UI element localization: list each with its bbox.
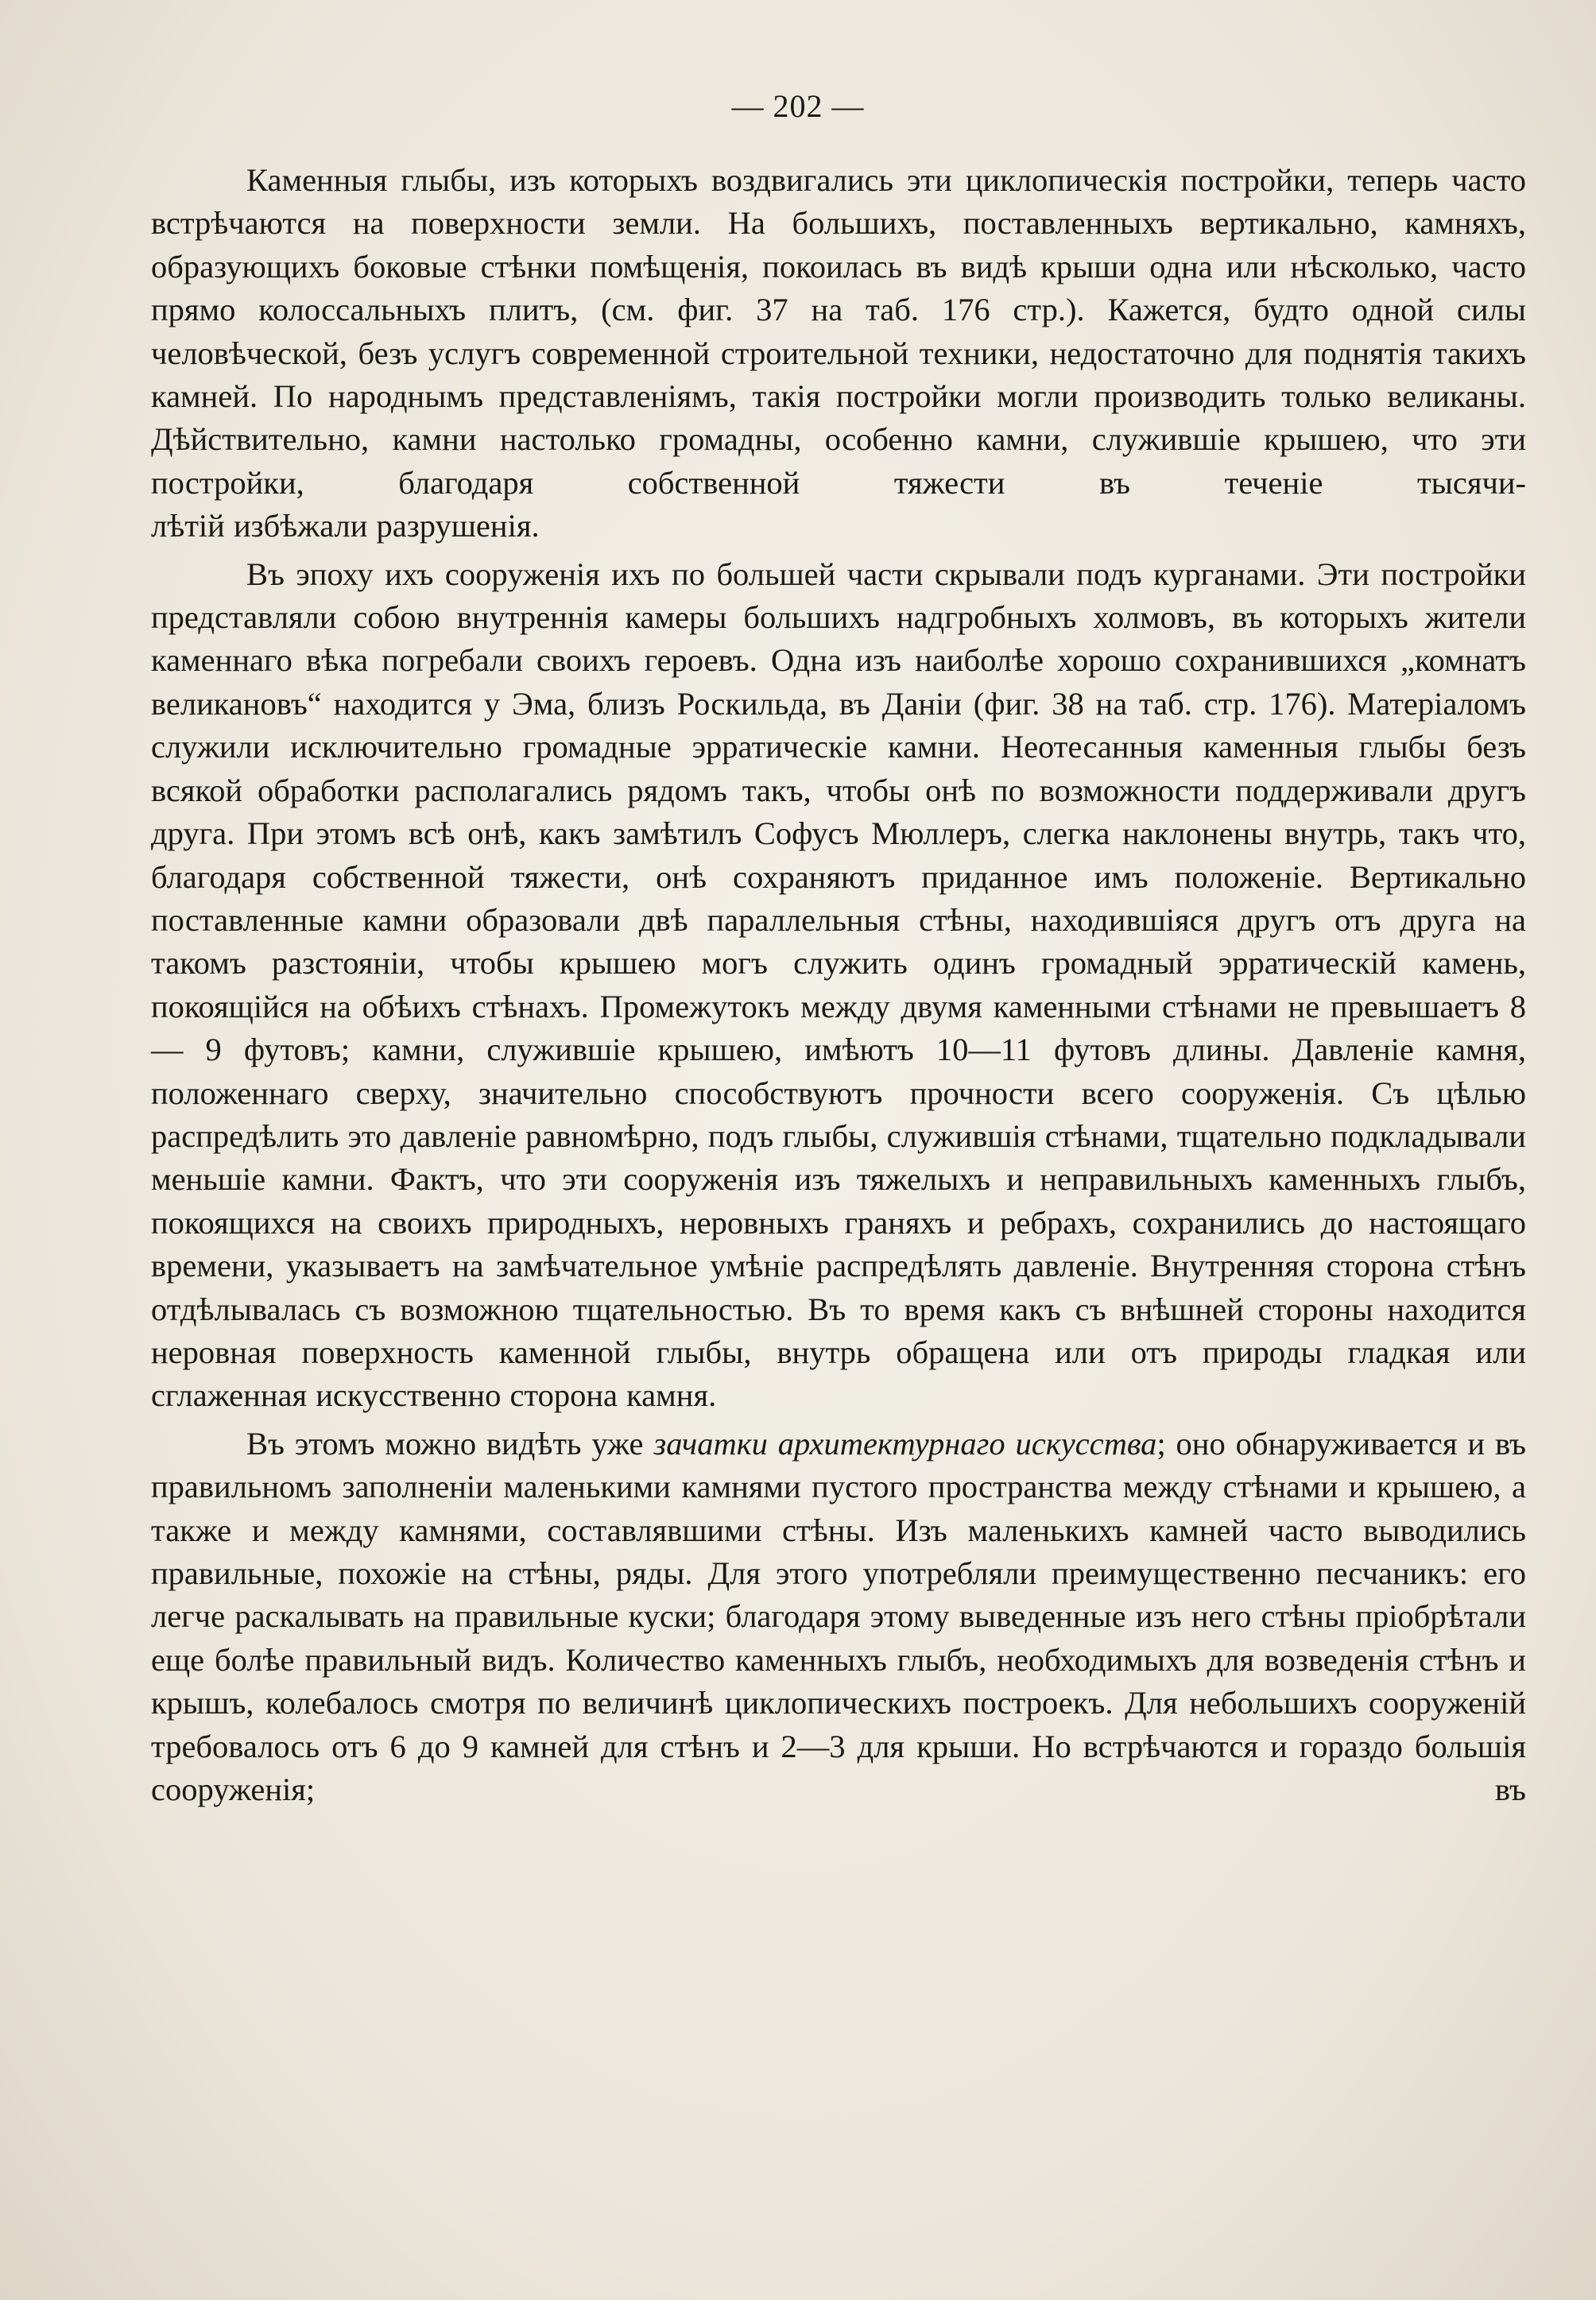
- paragraph-2-last-line: сглаженная искусственно сторона камня.: [151, 1377, 717, 1414]
- paragraph-1-text: Каменныя глыбы, изъ которыхъ воздвигались эти циклопическія постройки, теперь часто встрѣчаются на поверхности земли. На большихъ, поставленныхъ вертикально, камняхъ, образующихъ боковые стѣнки помѣщенія, покоилась въ видѣ крыши одна или нѣсколько, часто прямо колоссальныхъ плитъ, (см. фиг. 37 на таб. 176 стр.). Кажется, будто одной силы человѣческой, безъ услугъ современной строительной техники, недостаточно для поднятія такихъ камней. По народнымъ представленіямъ, такія постройки могли производить только великаны. Дѣйствительно, камни настолько громадны, особенно камни, служившіе крышею, что эти постройки, благодаря собственной тяжести въ теченіе тысячи-: [151, 162, 1526, 501]
- paragraph-3-emphasis: зачатки архитектурнаго искусства: [653, 1425, 1157, 1462]
- paragraph-3: [151, 1423, 1526, 1812]
- paragraph-1-last-line: лѣтій избѣжали разрушенія.: [151, 508, 540, 544]
- paragraph-1: [151, 159, 1526, 548]
- body-text: [151, 159, 1526, 1816]
- page-number: — 202 —: [731, 88, 865, 124]
- paragraph-2: [151, 553, 1526, 1418]
- paragraph-2-text: Въ эпоху ихъ сооруженія ихъ по большей части скрывали подъ курганами. Эти постройки представляли собою внутреннія камеры большихъ надгробныхъ холмовъ, въ которыхъ жители каменнаго вѣка погребали своихъ героевъ. Одна изъ наиболѣе хорошо сохранившихся „комнатъ великановъ“ находится у Эма, близъ Роскильда, въ Даніи (фиг. 38 на таб. стр. 176). Матеріаломъ служили исключительно громадные эрратическіе камни. Неотесанныя каменныя глыбы безъ всякой обработки располагались рядомъ такъ, чтобы онѣ по возможности поддерживали другъ друга. При этомъ всѣ онѣ, какъ замѣтилъ Софусъ Мюллеръ, слегка наклонены внутрь, такъ что, благодаря собственной тяжести, онѣ сохраняютъ приданное имъ положеніе. Вертикально поставленные камни образовали двѣ параллельныя стѣны, находившіяся другъ отъ друга на такомъ разстояніи, чтобы крышею могъ служить одинъ громадный эрратическій камень, покоящійся на обѣихъ стѣнахъ. Промежутокъ между двумя каменными стѣнами не превышаетъ 8 — 9 футовъ; камни, служившіе крышею, имѣютъ 10—11 футовъ длины. Давленіе камня, положеннаго сверху, значительно способствуютъ прочности всего сооруженія. Съ цѣлью распредѣлить это давленіе равномѣрно, подъ глыбы, служившія стѣнами, тщательно подкладывали меньшіе камни. Фактъ, что эти сооруженія изъ тяжелыхъ и неправильныхъ каменныхъ глыбъ, покоящихся на своихъ природныхъ, неровныхъ граняхъ и ребрахъ, сохранились до настоящаго времени, указываетъ на замѣчательное умѣніе распредѣлять давленіе. Внутренняя сторона стѣнъ отдѣлывалась съ возможною тщательностью. Въ то время какъ съ внѣшней стороны находится неровная поверхность каменной глыбы, внутрь обращена или отъ природы гладкая или: [151, 556, 1526, 1370]
- paragraph-3-lead: Въ этомъ можно видѣть уже: [246, 1425, 654, 1462]
- paragraph-3-text: ; оно обнаруживается и въ правильномъ заполненіи маленькими камнями пустого пространства между стѣнами и крышею, а также и между камнями, составлявшими стѣны. Изъ маленькихъ камней часто выводились правильные, похожіе на стѣны, ряды. Для этого употребляли преимущественно песчаникъ: его легче раскалывать на правильные куски; благодаря этому выведенные изъ него стѣны пріобрѣтали еще болѣе правильный видъ. Количество каменныхъ глыбъ, необходимыхъ для возведенія стѣнъ и крышъ, колебалось смотря по величинѣ циклопическихъ построекъ. Для небольшихъ сооруженій требовалось отъ 6 до 9 камней для стѣнъ и 2—3 для крыши. Но встрѣчаются и гораздо большія сооруженія; въ: [151, 1425, 1527, 1808]
